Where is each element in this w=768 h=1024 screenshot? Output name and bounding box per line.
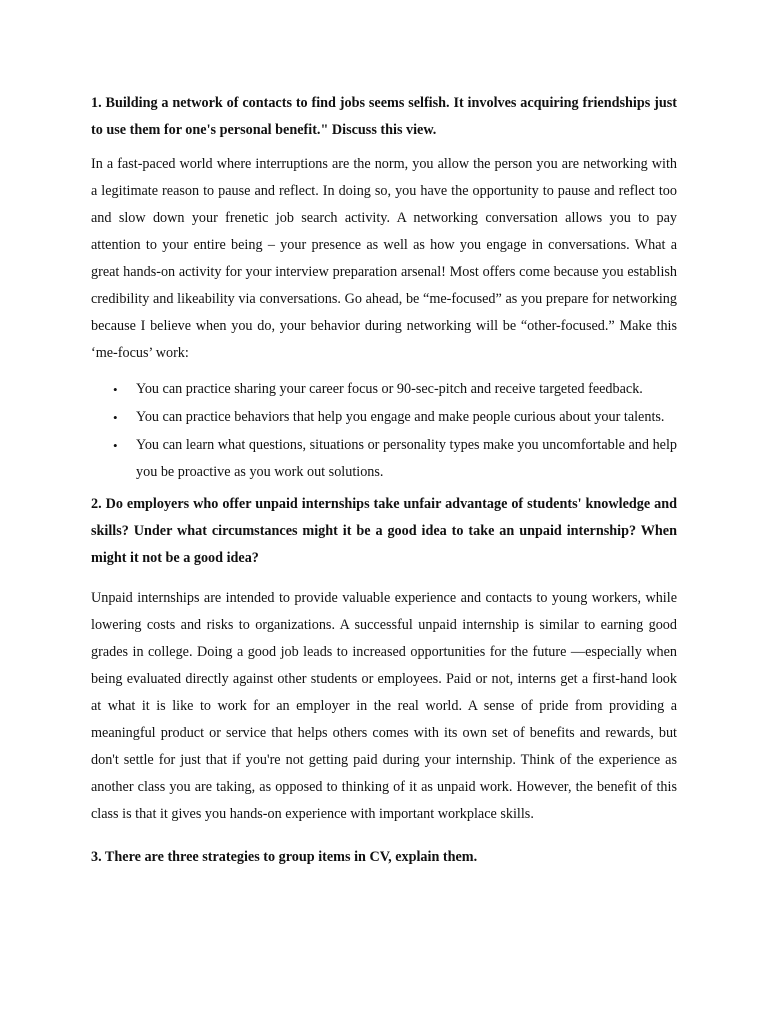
list-item-text: You can practice behaviors that help you engage and make people curious about your talents.: [136, 409, 665, 425]
list-item-text: You can learn what questions, situations or personality types make you uncomfortable and help you be proactive as you work out solutions.: [136, 437, 677, 480]
answer-1-paragraph: In a fast-paced world where interruptions are the norm, you allow the person you are networking with a legitimate reason to pause and reflect. In doing so, you have the opportunity to pause and reflect too and slow down your frenetic job search activity. A networking conversation allows you to pay attention to your entire being – your presence as well as how you engage in conversations. What a great hands-on activity for your interview preparation arsenal! Most offers come because you establish credibility and likeability via conversations. Go ahead, be “me-focused” as you prepare for networking because I believe when you do, your behavior during networking will be “other-focused.” Make this ‘me-focus’ work:: [91, 156, 677, 361]
question-1: 1. Building a network of contacts to find jobs seems selfish. It involves acquiring friendships just to use them for one's personal benefit." Discuss this view.: [91, 95, 677, 138]
bullet-icon: •: [113, 438, 118, 453]
question-2: 2. Do employers who offer unpaid internships take unfair advantage of students' knowledge and skills? Under what circumstances might it be a good idea to take an unpaid internship? When might it not be a good idea?: [91, 496, 677, 566]
list-item: [91, 376, 677, 403]
bullet-icon: •: [113, 410, 118, 425]
list-item: [91, 432, 677, 486]
answer-2-paragraph: Unpaid internships are intended to provide valuable experience and contacts to young workers, while lowering costs and risks to organizations. A successful unpaid internship is similar to earning good grades in college. Doing a good job leads to increased opportunities for the future —especially when being evaluated directly against other students or employees. Paid or not, interns get a first-hand look at what it is like to work for an employer in the real world. A sense of pride from providing a meaningful product or service that helps others comes with its own set of benefits and rewards, but don't settle for just that if you're not getting paid during your internship. Think of the experience as another class you are taking, as opposed to thinking of it as unpaid work. However, the benefit of this class is that it gives you hands-on experience with important workplace skills.: [91, 590, 677, 822]
document-page: [91, 90, 677, 871]
list-item: [91, 404, 677, 431]
bullet-icon: •: [113, 382, 118, 397]
list-item-text: You can practice sharing your career focus or 90-sec-pitch and receive targeted feedback.: [136, 381, 643, 397]
question-3: 3. There are three strategies to group items in CV, explain them.: [91, 849, 478, 865]
answer-1-bullet-list: [91, 376, 677, 486]
